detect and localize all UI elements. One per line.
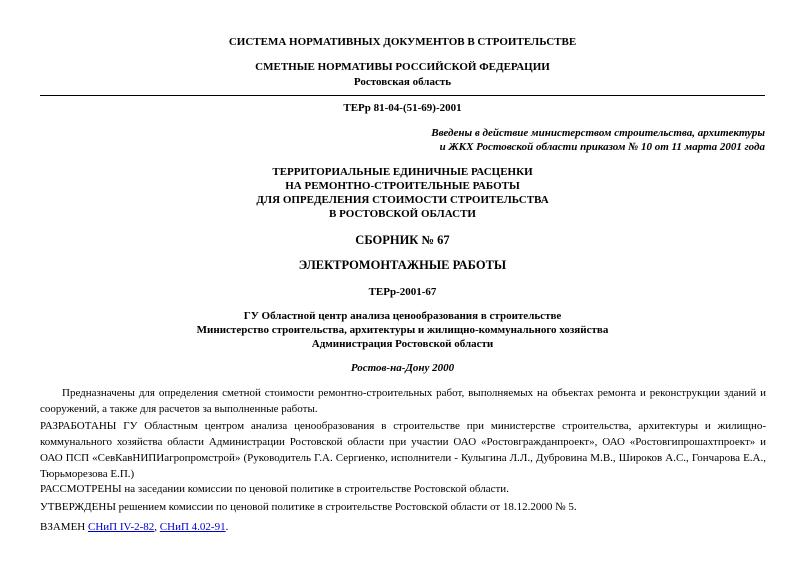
work-subject: ЭЛЕКТРОМОНТАЖНЫЕ РАБОТЫ [298,258,507,272]
org-line-3: Администрация Ростовской области [311,338,494,350]
developed-paragraph [40,418,766,482]
developed-label: РАЗРАБОТАНЫ [40,420,117,432]
replaces-end: . [225,521,229,533]
org-line-2: Министерство строительства, архитектуры и жилищно-коммунального хозяйства [196,324,609,336]
collection-code: ТЕРр-2001-67 [368,286,437,298]
region-name: Ростовская область [353,76,452,88]
title-line-3: ДЛЯ ОПРЕДЕЛЕНИЯ СТОИМОСТИ СТРОИТЕЛЬСТВА [256,194,549,206]
place-and-year: Ростов-на-Дону 2000 [350,362,455,374]
purpose-paragraph: Предназначены для определения сметной стоимости ремонтно-строительных работ, выполняемых на объектах ремонта и реконструкции зданий и сооружений, а также для расчетов за выполненные работы. [40,387,766,415]
collection-number: СБОРНИК № 67 [355,233,450,247]
approved-label: УТВЕРЖДЕНЫ [40,501,116,513]
reviewed-text: на заседании комиссии по ценовой политике в строительстве Ростовской области. [121,483,509,495]
link-separator: , [154,521,160,533]
document-code: ТЕРр 81-04-(51-69)-2001 [343,102,462,114]
replaces-label: ВЗАМЕН [40,521,86,533]
norms-title: СМЕТНЫЕ НОРМАТИВЫ РОССИЙСКОЙ ФЕДЕРАЦИИ [255,61,550,73]
approved-paragraph [40,499,766,515]
replaces-paragraph [40,519,766,535]
title-line-2: НА РЕМОНТНО-СТРОИТЕЛЬНЫЕ РАБОТЫ [285,180,520,192]
enactment-line-1: Введены в действие министерством строительства, архитектуры [431,127,765,139]
org-line-1: ГУ Областной центр анализа ценообразования в строительстве [243,310,562,322]
snip-4-02-91-link[interactable]: СНиП 4.02-91 [159,521,226,533]
developed-text: ГУ Областным центром анализа ценообразования в строительстве при министерстве строительства, архитектуры и жилищно-коммунального хозяйства области Администрации Ростовской области при участии ОАО «Ростовгражданпроект», ОАО «Ростовгипрошахтпроект» и ОАО ПСП «СевКавНИПИагропромстрой» (Руководитель Г.А. Сергиенко, исполнители - Кулыгина Л.Л., Дубровина М.В., Широков А.С., Гончарова Е.А., Тюрьморезова Е.П.) [40,420,766,480]
enactment-line-2: и ЖКХ Ростовской области приказом № 10 от 11 марта 2001 года [439,141,765,153]
reviewed-label: РАССМОТРЕНЫ [40,483,122,495]
approved-text: решением комиссии по ценовой политике в строительстве Ростовской области от 18.12.2000 № 5. [115,501,577,513]
snip-iv-2-82-link[interactable]: СНиП IV-2-82 [88,521,155,533]
header-divider [40,95,765,96]
system-title: СИСТЕМА НОРМАТИВНЫХ ДОКУМЕНТОВ В СТРОИТЕЛЬСТВЕ [228,36,577,48]
reviewed-paragraph [40,481,766,497]
title-line-1: ТЕРРИТОРИАЛЬНЫЕ ЕДИНИЧНЫЕ РАСЦЕНКИ [272,166,533,178]
title-line-4: В РОСТОВСКОЙ ОБЛАСТИ [329,208,476,220]
